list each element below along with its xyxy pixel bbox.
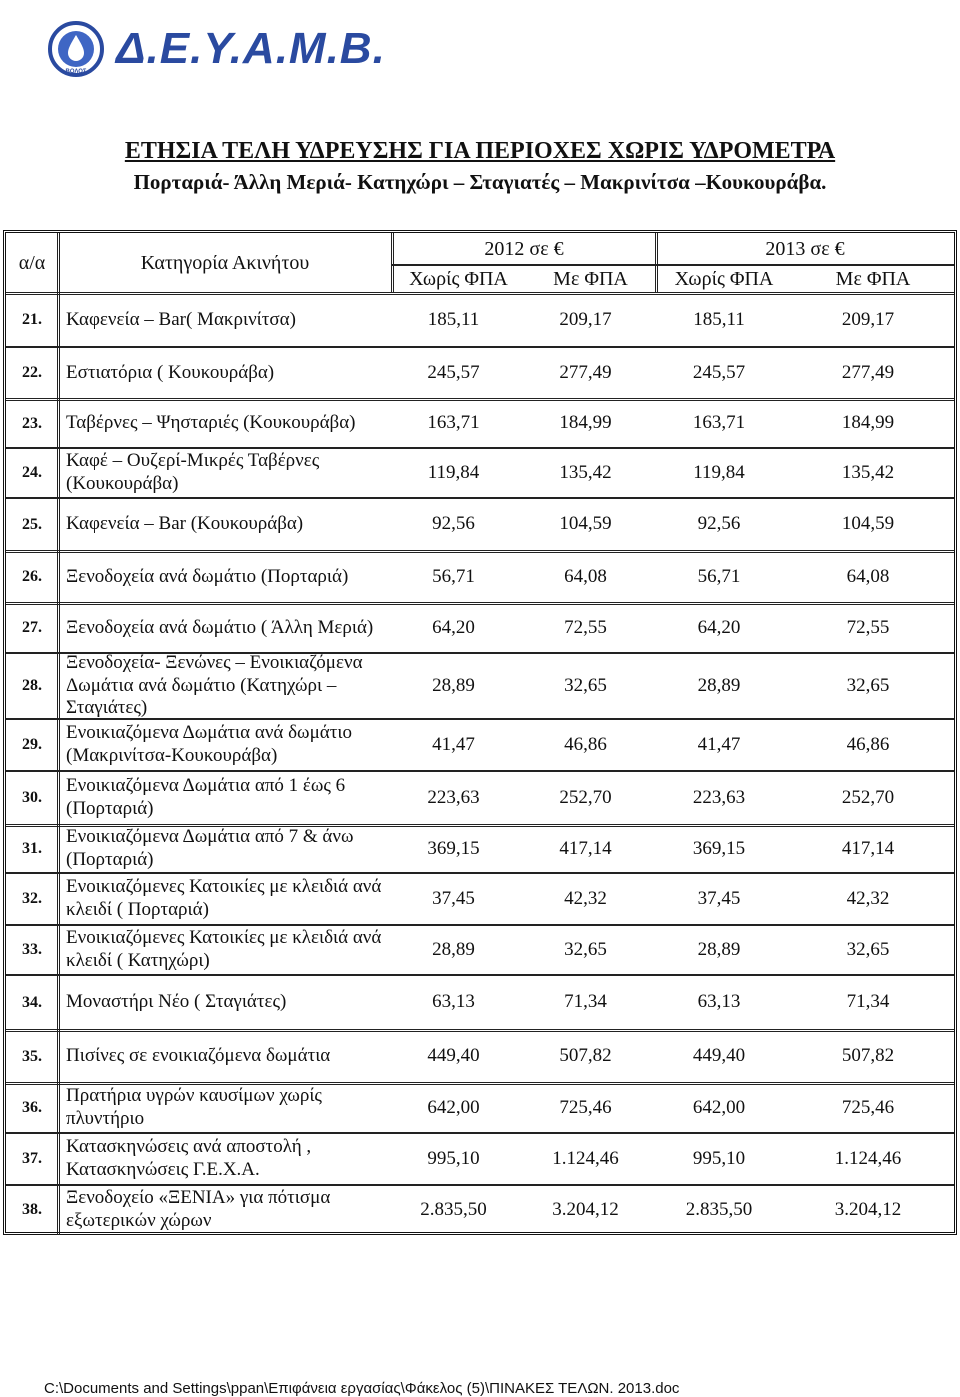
value-2012-no-vat: 28,89 [432,938,475,960]
value-2012-with-vat: 252,70 [559,786,612,808]
table-row [6,293,954,347]
value-2012-with-vat: 135,42 [559,461,612,483]
value-2012-no-vat: 92,56 [432,513,475,535]
header-2012-no-vat: Χωρίς ΦΠΑ [409,268,508,290]
row-description: Πισίνες σε ενοικιαζόμενα δωμάτια [66,1045,331,1067]
table-row [6,771,954,825]
table-row [6,975,954,1030]
value-2013-no-vat: 119,84 [693,461,745,483]
value-2013-with-vat: 1.124,46 [834,1147,902,1169]
row-number: 28. [22,677,42,695]
row-number: 26. [22,568,42,586]
value-2013-no-vat: 28,89 [697,938,741,960]
value-2012-no-vat: 63,13 [432,991,475,1013]
table-row [6,448,954,498]
row-number: 25. [22,515,42,533]
row-description: Ξενοδοχείο «ΞΕΝΙΑ» για πότισμα εξωτερικών χώρων [66,1187,331,1231]
value-2013-no-vat: 41,47 [697,733,741,755]
value-2013-no-vat: 369,15 [692,837,746,859]
emblem-text: ΒΟΛΟΣ [65,69,87,75]
table-row [6,551,954,603]
row-description: Ενοικιαζόμενα Δωμάτια από 7 & άνω (Πορταριά) [66,826,354,870]
row-description: Ενοικιαζόμενα Δωμάτια από 1 έως 6 (Πορταριά) [66,775,346,819]
value-2012-with-vat: 1.124,46 [552,1147,619,1169]
header-2013: 2013 σε € [765,238,845,260]
page-subtitle: Πορταριά- Άλλη Μεριά- Κατηχώρι – Σταγιατές – Μακρινίτσα –Κουκουράβα. [133,170,827,194]
value-2013-with-vat: 32,65 [846,938,890,960]
value-2012-no-vat: 223,63 [427,786,480,808]
value-2013-no-vat: 28,89 [697,674,741,696]
header-2013-with-vat: Με ΦΠΑ [835,268,911,290]
row-description: Ξενοδοχεία- Ξενώνες – Ενοικιαζόμενα Δωμάτια ανά δωμάτιο (Κατηχώρι – Σταγιάτες) [66,651,363,719]
value-2012-no-vat: 64,20 [432,616,475,638]
value-2013-with-vat: 135,42 [841,461,895,483]
value-2012-with-vat: 209,17 [559,308,612,330]
value-2012-no-vat: 28,89 [432,674,475,696]
column-divider [655,233,658,293]
value-2012-with-vat: 507,82 [559,1045,612,1067]
logo-text: Δ.Ε.Υ.Α.Μ.Β. [116,24,386,73]
value-2012-with-vat: 417,14 [559,837,612,859]
header-2012: 2012 σε € [484,238,564,260]
value-2013-no-vat: 449,40 [692,1045,746,1067]
value-2013-no-vat: 64,20 [697,616,741,638]
value-2013-no-vat: 223,63 [692,786,746,808]
value-2013-no-vat: 185,11 [693,308,745,330]
value-2012-no-vat: 995,10 [427,1147,480,1169]
header-category: Κατηγορία Ακινήτου [140,252,310,274]
value-2012-no-vat: 163,71 [427,412,480,434]
row-number: 27. [22,619,42,637]
row-number: 31. [22,840,42,858]
row-description: Καφενεία – Bar( Μακρινίτσα) [66,308,296,330]
value-2012-no-vat: 245,57 [427,361,480,383]
column-divider [391,233,394,293]
table-row [6,399,954,448]
table-row [6,603,954,653]
value-2013-with-vat: 71,34 [846,991,890,1013]
row-description: Ενοικιαζόμενες Κατοικίες με κλειδιά ανά κλειδί ( Πορταριά) [66,876,382,920]
table-row [6,347,954,399]
value-2013-with-vat: 725,46 [841,1096,895,1118]
header-aa: α/α [18,252,46,274]
value-2012-with-vat: 104,59 [559,513,612,535]
table-row [6,925,954,975]
table-row [6,719,954,771]
value-2013-with-vat: 3.204,12 [834,1198,902,1220]
row-number: 33. [22,941,42,959]
value-2013-with-vat: 32,65 [846,674,890,696]
value-2012-no-vat: 56,71 [432,565,475,587]
row-number: 24. [22,464,42,482]
row-number: 21. [22,311,42,329]
value-2012-with-vat: 64,08 [564,565,607,587]
value-2013-no-vat: 56,71 [697,565,741,587]
row-description: Ταβέρνες – Ψησταριές (Κουκουράβα) [66,412,356,434]
value-2012-with-vat: 725,46 [559,1096,612,1118]
value-2012-with-vat: 42,32 [564,887,607,909]
value-2013-with-vat: 184,99 [841,412,895,434]
table-row [6,825,954,873]
value-2013-with-vat: 42,32 [846,887,890,909]
value-2012-no-vat: 2.835,50 [420,1198,487,1220]
row-description: Ξενοδοχεία ανά δωμάτιο (Πορταριά) [66,565,349,587]
value-2013-no-vat: 92,56 [697,513,741,535]
value-2013-with-vat: 209,17 [841,308,895,330]
value-2013-with-vat: 72,55 [846,616,890,638]
row-number: 34. [22,993,42,1011]
table-row [6,1133,954,1185]
value-2013-no-vat: 37,45 [697,887,741,909]
value-2012-no-vat: 119,84 [427,461,480,483]
row-number: 32. [22,890,42,908]
row-description: Εστιατόρια ( Κουκουράβα) [66,361,275,383]
page-title: ΕΤΗΣΙΑ ΤΕΛΗ ΥΔΡΕΥΣΗΣ ΓΙΑ ΠΕΡΙΟΧΕΣ ΧΩΡΙΣ ΥΔΡΟΜΕΤΡΑ [124,138,836,164]
value-2013-with-vat: 46,86 [846,733,890,755]
header-2012-with-vat: Με ΦΠΑ [553,268,628,290]
table-row [6,653,954,719]
value-2013-no-vat: 995,10 [692,1147,746,1169]
file-path-footer: C:\Documents and Settings\ppan\Επιφάνεια εργασίας\Φάκελος (5)\ΠΙΝΑΚΕΣ ΤΕΛΩΝ. 2013.doc [44,1380,680,1397]
row-number: 23. [22,414,42,432]
value-2012-with-vat: 3.204,12 [552,1198,619,1220]
row-description: Ενοικιαζόμενα Δωμάτια ανά δωμάτιο (Μακρινίτσα-Κουκουράβα) [66,722,352,766]
row-number: 29. [22,736,42,754]
row-description: Μοναστήρι Νέο ( Σταγιάτες) [66,991,287,1013]
value-2012-with-vat: 184,99 [559,412,612,434]
value-2012-no-vat: 449,40 [427,1045,480,1067]
row-number: 22. [22,364,42,382]
row-description: Ενοικιαζόμενες Κατοικίες με κλειδιά ανά κλειδί ( Κατηχώρι) [66,927,382,971]
table-row [6,1030,954,1083]
value-2012-with-vat: 277,49 [559,361,612,383]
row-description: Καφέ – Ουζερί-Μικρές Ταβέρνες (Κουκουράβα) [66,450,320,494]
value-2012-with-vat: 32,65 [564,938,607,960]
value-2013-with-vat: 104,59 [841,513,895,535]
row-number: 35. [22,1047,42,1065]
row-description: Κατασκηνώσεις ανά αποστολή , Κατασκηνώσεις Γ.Ε.Χ.Α. [66,1136,312,1180]
row-number: 30. [22,789,42,807]
value-2012-with-vat: 71,34 [564,991,607,1013]
value-2012-with-vat: 46,86 [564,733,607,755]
header-subdivider [392,264,954,266]
value-2013-no-vat: 642,00 [692,1096,746,1118]
row-description: Πρατήρια υγρών καυσίμων χωρίς πλυντήριο [66,1085,322,1129]
fees-table [3,230,957,1235]
value-2013-no-vat: 2.835,50 [685,1198,753,1220]
row-number: 37. [22,1150,42,1168]
water-drop-emblem-icon [48,21,104,77]
value-2012-with-vat: 32,65 [564,674,607,696]
value-2013-with-vat: 64,08 [846,565,890,587]
value-2012-no-vat: 41,47 [432,733,475,755]
table-row [6,1185,954,1235]
table-row [6,873,954,925]
value-2013-with-vat: 507,82 [841,1045,895,1067]
value-2012-no-vat: 185,11 [427,308,480,330]
value-2013-with-vat: 417,14 [841,837,895,859]
header-2013-no-vat: Χωρίς ΦΠΑ [674,268,774,290]
table-row [6,1083,954,1133]
value-2012-no-vat: 37,45 [432,887,475,909]
row-description: Ξενοδοχεία ανά δωμάτιο ( Άλλη Μεριά) [66,616,374,638]
table-row [6,498,954,551]
value-2013-no-vat: 245,57 [692,361,746,383]
logo [48,18,386,80]
value-2013-no-vat: 163,71 [692,412,746,434]
row-number: 38. [22,1201,42,1219]
row-description: Καφενεία – Bar (Κουκουράβα) [66,513,304,535]
row-number: 36. [22,1099,42,1117]
value-2013-no-vat: 63,13 [697,991,741,1013]
value-2012-no-vat: 369,15 [427,837,480,859]
value-2012-with-vat: 72,55 [564,616,607,638]
value-2012-no-vat: 642,00 [427,1096,480,1118]
value-2013-with-vat: 252,70 [841,786,895,808]
value-2013-with-vat: 277,49 [841,361,895,383]
